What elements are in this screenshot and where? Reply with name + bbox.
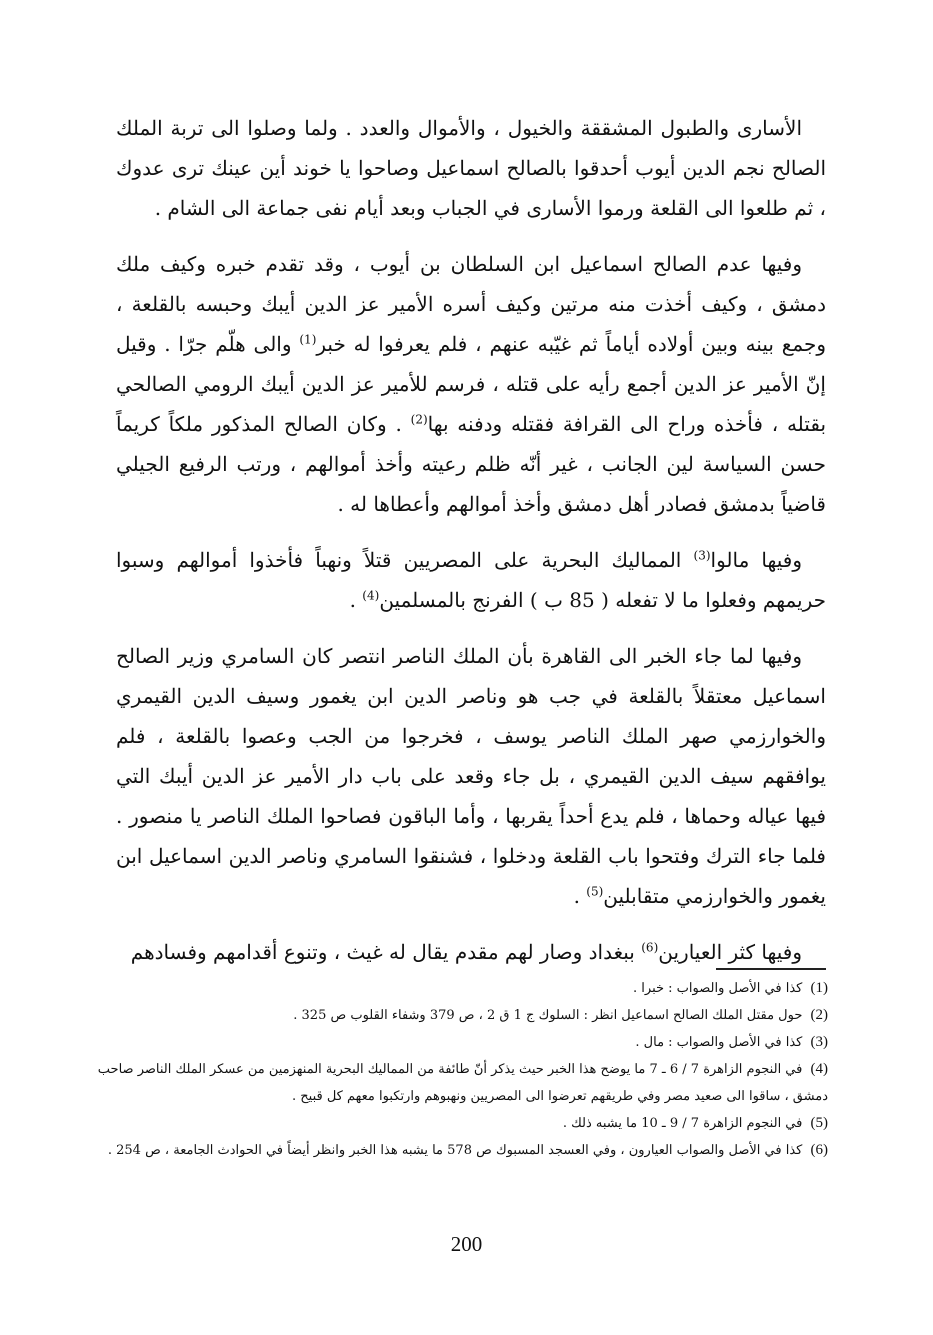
- footnote-ref-4: (4): [362, 588, 380, 603]
- footnote-6-number: (6): [810, 1142, 828, 1158]
- paragraph-3-seg-3: .: [349, 588, 356, 612]
- paragraph-3-seg-2: المماليك البحرية على المصريين قتلاً ونهباً فأخذوا أموالهم وسبوا حريمهم وفعلوا ما لا تفعله ( 85 ب ) الفرنج بالمسلمين: [116, 548, 826, 612]
- footnote-4-number: (4): [810, 1061, 828, 1077]
- footnote-ref-6: (6): [641, 940, 659, 955]
- paragraph-1-text: الأسارى والطبول المشققة والخيول ، والأموال والعدد . ولما وصلوا الى تربة الملك الصالح نجم الدين أيوب أحدقوا بالصالح اسماعيل وصاحوا يا خوند أين عينك ترى عدوك ، ثم طلعوا الى القلعة ورموا الأسارى في الجباب وبعد أيام نفى جماعة الى الشام .: [116, 116, 826, 220]
- footnote-3-number: (3): [810, 1034, 828, 1050]
- footnote-3-text: كذا في الأصل والصواب : مال .: [635, 1035, 803, 1050]
- page-number: 200: [450, 1232, 483, 1256]
- paragraph-2-seg-2: والى هلّم جرّا . وقيل إنّ الأمير عز الدين أجمع رأيه على قتله ، فرسم للأمير عز الدين أيبك الرومي الصالحي بقتله ، فأخذه وراح الى القرافة فقتله ودفنه بها: [116, 332, 827, 436]
- footnote-4-text: في النجوم الزاهرة 7 / 6 ـ 7 ما يوضح هذا الخبر حيث يذكر أنّ طائفة من المماليك البحرية المنهزمين من عسكر الملك الناصر صاحب دمشق ، ساقوا الى صعيد مصر وفي طريقهم تعرضوا الى المصريين ونهبوهم وارتكبوا معهم كل قبيح .: [97, 1062, 828, 1104]
- paragraph-2-seg-3: . وكان الصالح المذكور ملكاً كريماً حسن السياسة لين الجانب ، غير أنّه ظلم رعيته وأخذ أموالهم ، ورتب الرفيع الجيلي قاضياً بدمشق فصادر أهل دمشق وأخذ أموالهم وأعطاها له .: [116, 412, 826, 516]
- footnote-2-number: (2): [810, 1007, 828, 1023]
- main-text: [116, 108, 826, 988]
- footnote-3: [96, 1029, 828, 1056]
- footnote-ref-5: (5): [586, 884, 604, 899]
- footnote-5-number: (5): [810, 1115, 828, 1131]
- footnote-1-text: كذا في الأصل والصواب : خبرا .: [633, 981, 803, 996]
- footnote-1-number: (1): [810, 980, 828, 996]
- footnote-5: [96, 1110, 828, 1137]
- footnote-5-text: في النجوم الزاهرة 7 / 9 ـ 10 ما يشبه ذلك .: [562, 1116, 803, 1131]
- paragraph-3-seg-1: وفيها مالوا: [710, 548, 802, 572]
- paragraph-2-seg-1: وفيها عدم الصالح اسماعيل ابن السلطان بن أيوب ، وقد تقدم خبره وكيف ملك دمشق ، وكيف أخذت منه مرتين وكيف أسره الأمير عز الدين أيبك وحبسه بالقلعة ، وجمع بينه وبين أولاده أياماً ثم غيّبه عنهم ، فلم يعرفوا له خبر: [116, 252, 827, 356]
- footnote-ref-2: (2): [410, 412, 428, 427]
- footnote-2: [96, 1002, 828, 1029]
- paragraph-5: [116, 932, 826, 972]
- paragraph-2: [116, 244, 826, 524]
- footnotes: [96, 975, 828, 1164]
- footnote-ref-3: (3): [693, 548, 711, 563]
- paragraph-4-seg-2: .: [573, 884, 580, 908]
- footnote-separator: [716, 968, 826, 970]
- footnote-6-text: كذا في الأصل والصواب العيارون ، وفي العسجد المسبوك ص 578 ما يشبه هذا الخبر وانظر أيضاً في الحوادث الجامعة ، ص 254 .: [107, 1143, 803, 1158]
- paragraph-1: [116, 108, 826, 228]
- footnote-ref-1: (1): [299, 332, 317, 347]
- footnote-2-text: حول مقتل الملك الصالح اسماعيل انظر : السلوك ج 1 ق 2 ، ص 379 وشفاء القلوب ص 325 .: [293, 1008, 803, 1023]
- footnote-1: [96, 975, 828, 1002]
- footnote-6: [96, 1137, 828, 1164]
- paragraph-4: [116, 636, 826, 916]
- footnote-4: [96, 1056, 828, 1110]
- paragraph-3: [116, 540, 826, 620]
- paragraph-5-seg-2: ببغداد وصار لهم مقدم يقال له غيث ، وتنوع أقدامهم وفسادهم: [130, 940, 635, 964]
- paragraph-5-seg-1: وفيها كثر العيارين: [658, 940, 802, 964]
- paragraph-4-seg-1: وفيها لما جاء الخبر الى القاهرة بأن الملك الناصر انتصر كان السامري وزير الصالح اسماعيل معتقلاً بالقلعة في جب هو وناصر الدين ابن يغمور وسيف الدين القيمري والخوارزمي صهر الملك الناصر يوسف ، فخرجوا من الجب وعصوا بالقلعة ، فلم يوافقهم سيف الدين القيمري ، بل جاء وقعد على باب دار الأمير عز الدين أيبك التي فيها عياله وحماها ، فلم يدع أحداً يقربها ، وأما الباقون فصاحوا الملك الناصر يا منصور . فلما جاء الترك وفتحوا باب القلعة ودخلوا ، فشنقوا السامري وناصر الدين اسماعيل ابن يغمور والخوارزمي متقابلين: [116, 644, 826, 908]
